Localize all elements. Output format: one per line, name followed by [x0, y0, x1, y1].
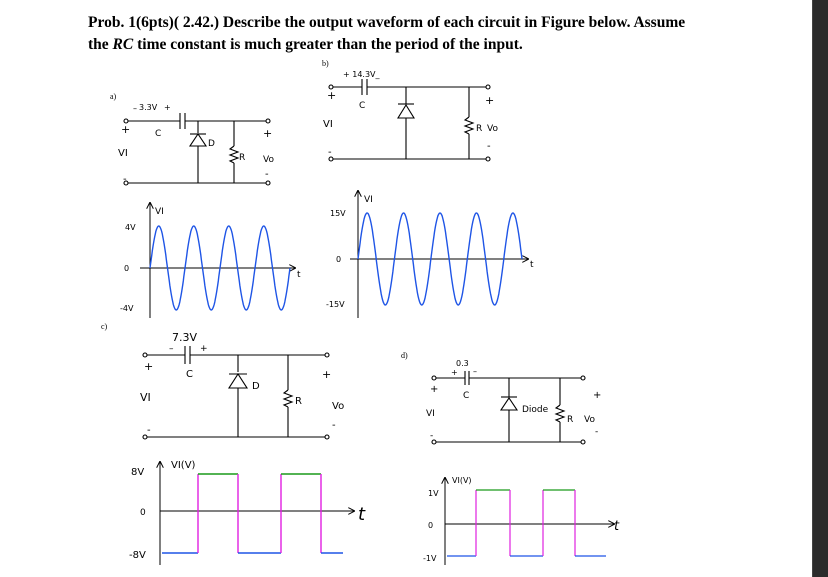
waveform-c-square [162, 474, 343, 553]
circuit-d-resistor-label: R [567, 415, 574, 425]
waveform-c-zero-label: 0 [140, 508, 146, 518]
circuit-a-diode-label: D [208, 139, 215, 149]
circuit-a-resistor-label: R [239, 153, 246, 163]
waveform-d-zero-label: 0 [428, 521, 434, 530]
scrollbar[interactable] [812, 0, 828, 577]
circuit-c-resistor-label: R [295, 396, 302, 407]
circuit-c-output-plus: + [322, 368, 332, 381]
problem-text-2-pre: the [88, 36, 113, 53]
circuit-c-cap-plus: + [200, 344, 208, 354]
circuit-a-input-label: VI [118, 148, 128, 159]
waveform-c-low-label: -8V [129, 550, 146, 561]
waveform-b-low-label: -15V [326, 300, 345, 309]
circuit-b-label: b) [322, 59, 329, 68]
problem-text-2-post: time constant is much greater than the period of the input. [133, 36, 523, 53]
circuit-b-output-minus: - [487, 141, 491, 152]
waveform-a-x-label: t [297, 270, 301, 280]
waveform-a [120, 203, 301, 318]
problem-number: Prob. 1(6pts)( 2.42.) [88, 14, 220, 31]
circuit-d-input-plus: + [430, 384, 439, 395]
circuit-c-input-plus: + [144, 360, 154, 373]
circuit-d-cap-voltage: 0.3 [456, 359, 469, 368]
waveform-a-low-label: -4V [120, 304, 134, 313]
circuit-d-diode-label: Diode [522, 405, 549, 415]
circuit-d-label: d) [401, 351, 408, 360]
circuit-b-input-minus: - [328, 147, 332, 158]
circuit-a-label: a) [110, 92, 117, 101]
circuit-a [124, 113, 273, 185]
waveform-c [129, 460, 366, 565]
circuit-a-input-minus: - [123, 174, 127, 185]
circuit-d-labels [401, 351, 601, 441]
circuit-d-output-plus: + [593, 390, 602, 401]
circuit-c-cap-voltage: 7.3V [172, 331, 198, 344]
waveform-c-high-label: 8V [131, 467, 145, 478]
waveform-d-y-label: VI(V) [452, 476, 472, 485]
circuit-d-output-minus: - [595, 427, 599, 437]
circuit-b-input-label: VI [323, 119, 333, 130]
waveform-d-high-label: 1V [428, 489, 439, 498]
circuit-d-cap-label: C [463, 391, 470, 401]
circuit-c-input-minus: - [147, 425, 151, 436]
waveform-d [423, 476, 620, 565]
circuit-a-output-label: Vo [263, 155, 274, 165]
problem-text-1: Describe the output waveform of each circuit in Figure below. Assume [219, 14, 686, 31]
circuit-d-input-label: VI [426, 409, 435, 419]
waveform-b [326, 191, 534, 318]
circuit-d-output-label: Vo [584, 415, 595, 425]
circuit-d-input-minus: - [430, 431, 434, 441]
circuit-a-cap-plus: + [164, 103, 171, 112]
circuit-b-cap-label: C [359, 101, 366, 111]
circuit-a-cap-minus: – [133, 104, 137, 113]
waveform-b-x-label: t [530, 260, 534, 270]
circuit-c-diode-label: D [252, 381, 260, 392]
waveform-c-x-label: t [358, 504, 366, 525]
circuit-b-resistor-label: R [476, 124, 483, 134]
circuit-a-labels [110, 92, 274, 185]
circuit-a-input-plus: + [121, 123, 131, 136]
waveform-a-zero-label: 0 [124, 264, 130, 273]
circuit-a-output-minus: - [265, 169, 269, 180]
waveform-d-low-label: -1V [423, 554, 437, 563]
circuit-b-labels [322, 59, 498, 158]
circuit-d-cap-minus: – [473, 367, 477, 376]
circuit-c-label: c) [101, 322, 108, 331]
waveform-b-y-label: VI [364, 195, 373, 205]
waveform-b-zero-label: 0 [336, 255, 342, 264]
problem-rc: RC [112, 36, 134, 53]
circuit-c-output-minus: - [332, 420, 336, 431]
circuit-d [432, 371, 585, 444]
waveform-d-square [447, 490, 606, 556]
circuit-c [143, 346, 332, 439]
waveform-d-x-label: t [614, 519, 620, 534]
circuit-c-cap-label: C [186, 369, 193, 380]
circuit-b-input-plus: + [327, 89, 337, 102]
circuit-b [329, 79, 490, 161]
circuit-c-cap-minus: – [169, 344, 174, 354]
circuit-a-output-plus: + [263, 127, 273, 140]
circuit-b-cap-voltage: + 14.3V_ [343, 70, 380, 79]
waveform-c-y-label: VI(V) [171, 460, 196, 471]
circuit-c-output-label: Vo [332, 401, 345, 412]
circuit-a-cap-label: C [155, 129, 162, 139]
circuit-c-input-label: VI [140, 391, 151, 404]
waveform-a-y-label: VI [155, 207, 164, 217]
circuit-a-cap-voltage: 3.3V [139, 103, 158, 112]
circuit-b-output-label: Vo [487, 124, 498, 134]
circuit-d-cap-plus: + [451, 368, 458, 377]
waveform-a-high-label: 4V [125, 223, 136, 232]
circuit-b-output-plus: + [485, 94, 495, 107]
waveform-b-high-label: 15V [330, 209, 346, 218]
circuit-c-labels [101, 322, 344, 436]
